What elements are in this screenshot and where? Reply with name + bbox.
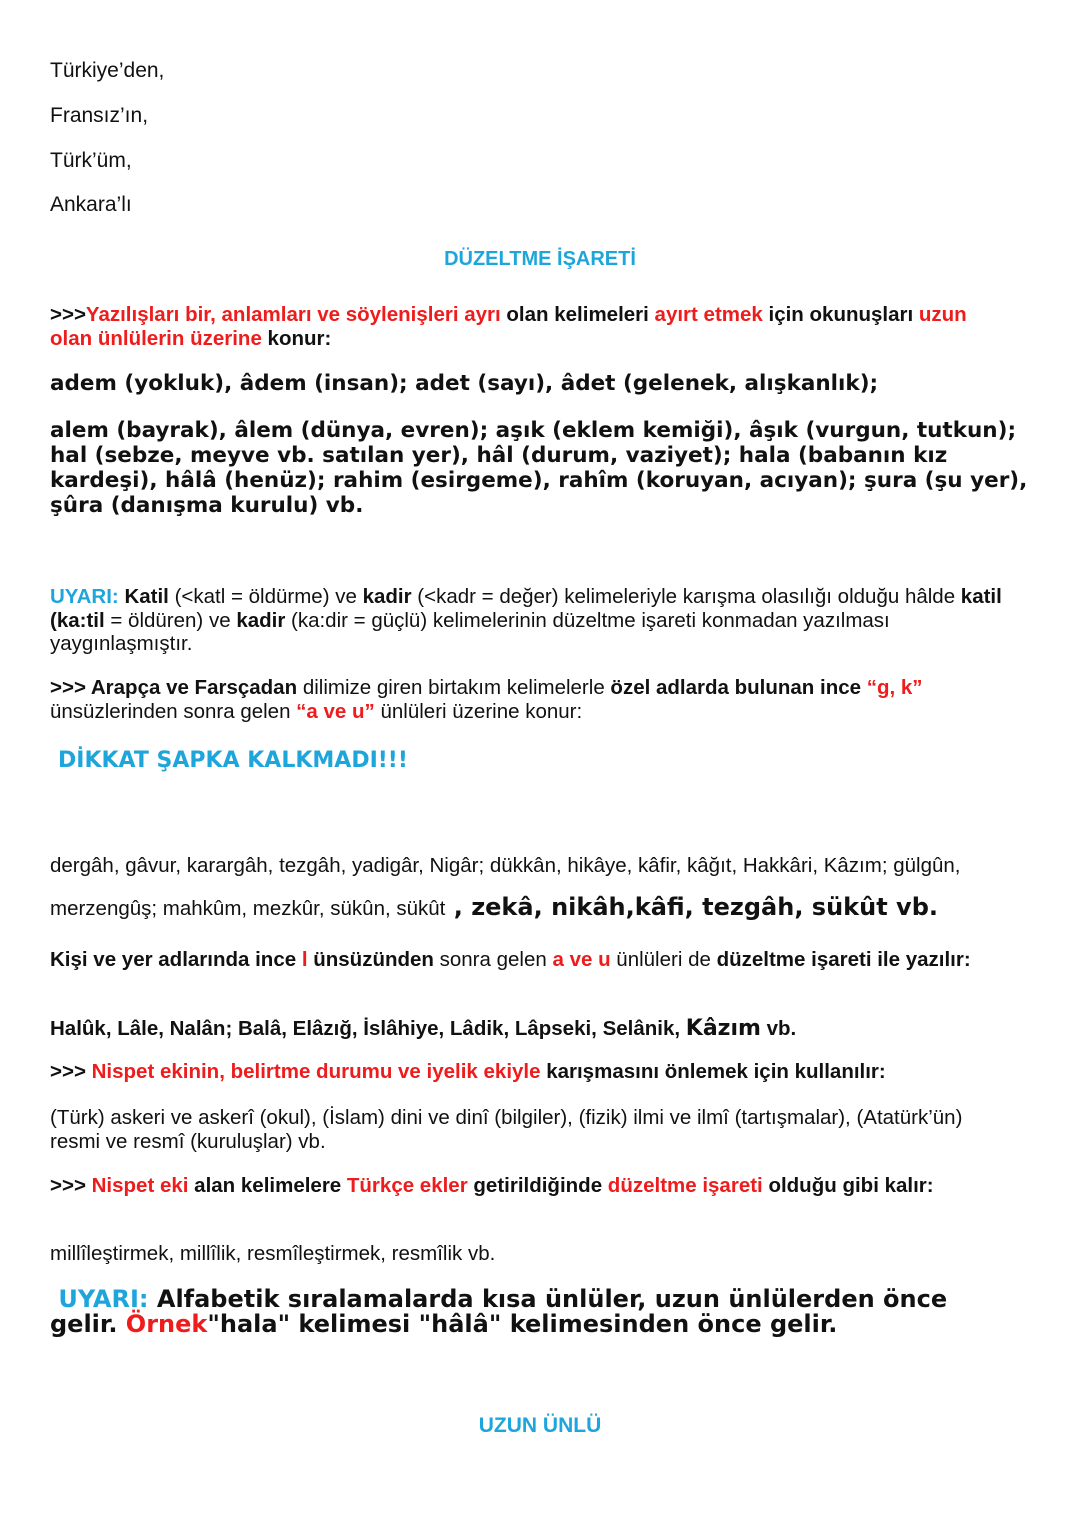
warning-1-bold-3: katil (ka:til	[50, 585, 1002, 632]
rule-3-bold-1: Kişi ve yer adlarında ince	[50, 948, 302, 971]
rule-2-text-3: ünlüleri üzerine konur:	[374, 700, 583, 723]
rule-2	[50, 676, 1010, 724]
rule-3-bold-2: ünsüzünden	[307, 948, 434, 971]
examples-3-line-1: dergâh, gâvur, karargâh, tezgâh, yadigâr, Nigâr; dükkân, hikâye, kâfir, kâğıt, Hakkâri, Kâzım; gülgûn,	[50, 854, 961, 877]
warning-1-text-4: (ka:dir = güçlü) kelimelerinin düzeltme işareti konmadan yazılması yaygınlaşmıştır.	[50, 608, 890, 655]
warning-1	[50, 585, 1010, 656]
rule-2-bold-1: Arapça ve Farsçadan	[90, 676, 298, 699]
warning-2-text-2: "hala" kelimesi "hâlâ" kelimesinden önce gelir.	[207, 1310, 838, 1338]
rule-3	[50, 948, 1010, 972]
rule-5-text-2: getirildiğinde	[467, 1174, 608, 1197]
rule-5-highlight-2: Türkçe ekler	[346, 1174, 468, 1197]
warning-2	[50, 1287, 1010, 1337]
rule-1-text-1: olan kelimeleri	[500, 303, 655, 326]
rule-2-text-2: ünsüzlerinden sonra gelen	[50, 700, 297, 723]
examples-6: millîleştirmek, millîlik, resmîleştirmek, resmîlik vb.	[50, 1242, 496, 1265]
warning-1-bold-1: Katil	[124, 585, 169, 608]
examples-3-bold: , zekâ, nikâh,kâfi, tezgâh, sükût vb.	[445, 893, 938, 921]
warning-1-bold-4: kadir	[236, 608, 286, 632]
rule-1	[50, 303, 1010, 351]
warning-1-text-2: (<kadr = değer) kelimeleriyle karışma olasılığı olduğu hâlde	[411, 585, 961, 608]
examples-3-plain: merzengûş; mahkûm, mezkûr, sükûn, sükût	[50, 897, 446, 920]
examples-4-text: Halûk, Lâle, Nalân; Balâ, Elâzığ, İslâhiye, Lâdik, Lâpseki, Selânik,	[50, 1017, 686, 1040]
warning-1-text-3: = öldüren) ve	[104, 608, 237, 632]
rule-3-text-2: ünlüleri de	[610, 948, 717, 971]
rule-5-text-3: olduğu gibi kalır:	[762, 1174, 934, 1197]
rule-2-marker: >>>	[50, 676, 91, 699]
example-word-1: Türkiye’den,	[50, 59, 165, 82]
example-word-4: Ankara’lı	[50, 193, 132, 216]
examples-5: (Türk) askeri ve askerî (okul), (İslam) dini ve dinî (bilgiler), (fizik) ilmi ve ilmî (tartışmalar), (Atatürk’ün) resmi ve resmî (kuruluşlar) vb.	[50, 1106, 963, 1153]
rule-4-text-1: karışmasını önlemek için kullanılır:	[540, 1060, 886, 1083]
rule-5-text-1: alan kelimelere	[188, 1174, 347, 1197]
warning-2-label: UYARI:	[58, 1285, 149, 1313]
rule-1-text-3: konur:	[261, 327, 332, 350]
rule-2-text-1: dilimize giren birtakım kelimelerle	[297, 676, 611, 699]
examples-3-line-2	[50, 893, 1050, 921]
rule-4-marker: >>>	[50, 1060, 92, 1083]
rule-4	[50, 1060, 1050, 1084]
rule-1-highlight-1: Yazılışları bir, anlamları ve söylenişleri ayrı	[85, 303, 501, 326]
rule-1-highlight-2: ayırt etmek	[654, 303, 763, 326]
rule-2-bold-2: özel adlarda bulunan ince	[610, 676, 867, 699]
section-title-duzeltme: DÜZELTME İŞARETİ	[444, 248, 636, 270]
examples-2: alem (bayrak), âlem (dünya, evren); aşık (eklem kemiği), âşık (vurgun, tutkun); hal (sebze, meyve vb. satılan yer), hâl (durum, vaziyet); hala (babanın kız kardeşi), hâlâ (henüz); rahim (esirgeme), rahîm (koruyan, acıyan); şura (şu yer), şûra (danışma kurulu) vb.	[50, 418, 1028, 518]
rule-3-highlight-2: a ve u	[552, 948, 611, 971]
warning-1-label: UYARI:	[50, 585, 119, 608]
warning-2-highlight: Örnek	[125, 1310, 208, 1338]
rule-5-marker: >>>	[50, 1174, 92, 1197]
footer-title-uzun-unlu: UZUN ÜNLÜ	[478, 1414, 602, 1437]
rule-marker: >>>	[50, 303, 86, 326]
notice-sapka: DİKKAT ŞAPKA KALKMADI!!!	[58, 748, 408, 773]
rule-1-text-2: için okunuşları	[762, 303, 919, 326]
rule-3-highlight-1: l	[301, 948, 308, 971]
rule-5-highlight-1: Nispet eki	[91, 1174, 189, 1197]
rule-4-highlight-1: Nispet ekinin, belirtme durumu ve iyelik ekiyle	[91, 1060, 541, 1083]
example-word-2: Fransız’ın,	[50, 104, 149, 127]
rule-2-highlight-1: “g, k”	[866, 676, 923, 699]
warning-1-text-1: (<katl = öldürme) ve	[168, 585, 363, 608]
warning-2-text-1: Alfabetik sıralamalarda kısa ünlüler, uzun ünlülerden önce gelir.	[50, 1285, 948, 1338]
examples-1: adem (yokluk), âdem (insan); adet (sayı), âdet (gelenek, alışkanlık);	[50, 371, 879, 396]
rule-3-bold-3: düzeltme işareti ile yazılır:	[716, 948, 971, 971]
rule-3-text-1: sonra gelen	[433, 948, 553, 971]
warning-1-bold-2: kadir	[362, 585, 412, 608]
examples-4-kazim: Kâzım	[685, 1016, 761, 1041]
example-word-3: Türk’üm,	[50, 149, 132, 172]
examples-4-end: vb.	[760, 1017, 797, 1040]
rule-2-highlight-2: “a ve u”	[296, 700, 375, 723]
examples-4	[50, 1016, 1050, 1041]
rule-1-highlight-3: uzun olan ünlülerin üzerine	[50, 303, 967, 350]
rule-5	[50, 1174, 1020, 1198]
rule-5-highlight-3: düzeltme işareti	[607, 1174, 763, 1197]
